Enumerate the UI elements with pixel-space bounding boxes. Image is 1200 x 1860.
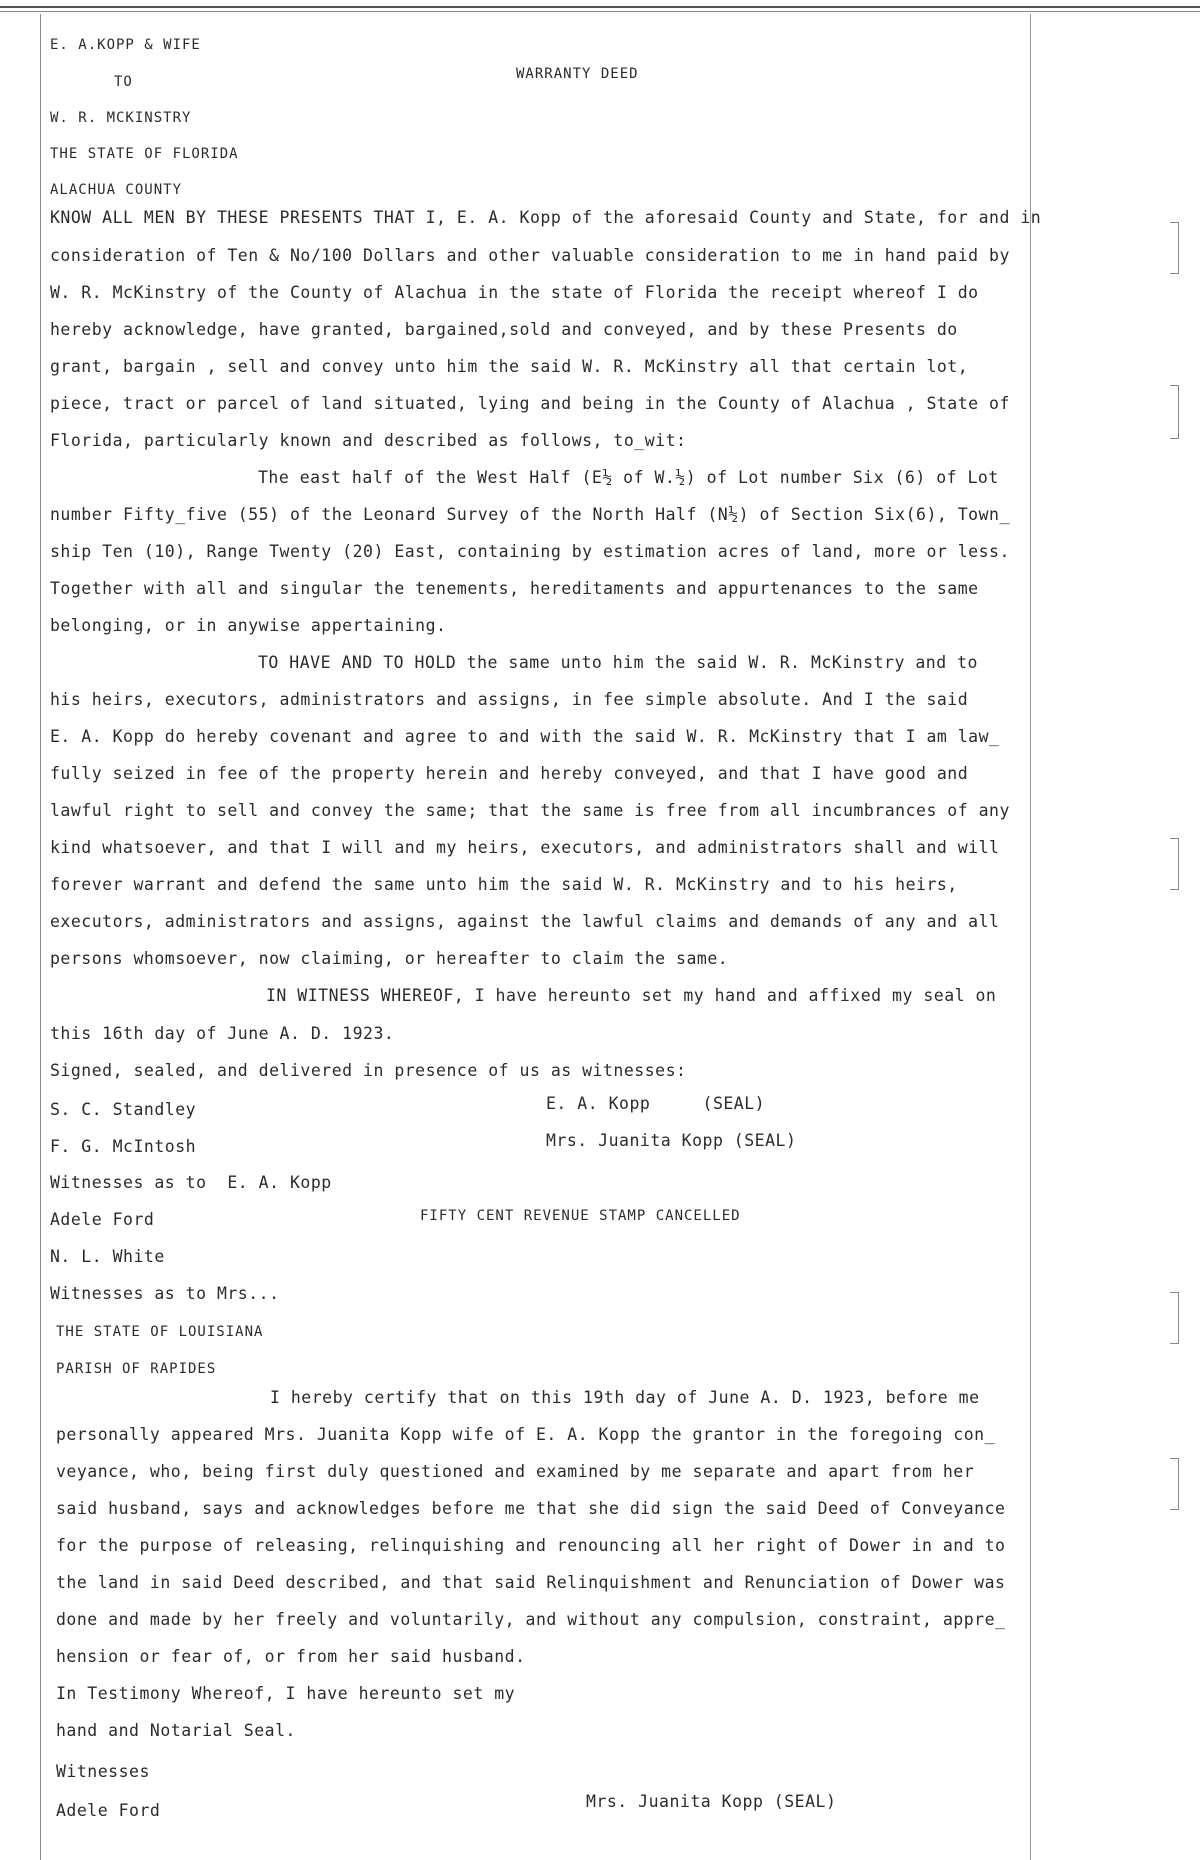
ack-line: personally appeared Mrs. Juanita Kopp wife of E. A. Kopp the grantor in the foregoing con_ [56,1425,996,1444]
body-line: this 16th day of June A. D. 1923. [50,1024,395,1043]
body-line: kind whatsoever, and that I will and my heirs, executors, and administrators shall and will [50,838,1000,857]
body-line: Together with all and singular the tenements, hereditaments and appurtenances to the same [50,579,979,598]
body-line: ship Ten (10), Range Twenty (20) East, containing by estimation acres of land, more or less. [50,542,1010,561]
body-line: his heirs, executors, administrators and assigns, in fee simple absolute. And I the said [50,690,969,709]
ack-line: veyance, who, being first duly questioned and examined by me separate and apart from her [56,1462,975,1481]
grantee-name: W. R. MCKINSTRY [50,110,192,126]
body-line: E. A. Kopp do hereby covenant and agree to and with the said W. R. McKinstry that I am law_ [50,727,1000,746]
top-border-thin [0,11,1200,12]
binding-hole-mark [1170,385,1179,439]
revenue-stamp-note: FIFTY CENT REVENUE STAMP CANCELLED [420,1208,741,1224]
grantor-signature: E. A. Kopp (SEAL) [546,1094,766,1113]
body-line: piece, tract or parcel of land situated, lying and being in the County of Alachua , State of [50,394,1010,413]
body-line: KNOW ALL MEN BY THESE PRESENTS THAT I, E. A. Kopp of the aforesaid County and State, for and in [50,208,1042,227]
binding-hole-mark [1170,1292,1179,1344]
body-line: IN WITNESS WHEREOF, I have hereunto set my hand and affixed my seal on [266,986,997,1005]
body-line: W. R. McKinstry of the County of Alachua in the state of Florida the receipt whereof I do [50,283,979,302]
state-heading: THE STATE OF FLORIDA [50,146,239,162]
ack-line: the land in said Deed described, and that said Relinquishment and Renunciation of Dower was [56,1573,1006,1592]
body-line: persons whomsoever, now claiming, or hereafter to claim the same. [50,949,729,968]
binding-hole-mark [1170,222,1179,274]
binding-hole-mark [1170,1458,1179,1510]
ack-state-heading: THE STATE OF LOUISIANA [56,1324,264,1340]
witness-name: Adele Ford [50,1210,155,1229]
witness-name: F. G. McIntosh [50,1137,197,1156]
body-line: lawful right to sell and convey the same; that the same is free from all incumbrances of any [50,801,1010,820]
body-line: consideration of Ten & No/100 Dollars and other valuable consideration to me in hand paid by [50,246,1010,265]
body-line: executors, administrators and assigns, against the lawful claims and demands of any and all [50,912,1000,931]
binding-hole-mark [1170,838,1179,890]
right-margin-line [1030,14,1031,1860]
body-line: The east half of the West Half (E½ of W.½) of Lot number Six (6) of Lot [258,468,999,487]
body-line: hereby acknowledge, have granted, bargained,sold and conveyed, and by these Presents do [50,320,958,339]
top-border [0,6,1200,8]
body-line: forever warrant and defend the same unto him the said W. R. McKinstry and to his heirs, [50,875,958,894]
body-line: belonging, or in anywise appertaining. [50,616,447,635]
grantor-signature: Mrs. Juanita Kopp (SEAL) [546,1131,797,1150]
body-line: number Fifty_five (55) of the Leonard Survey of the North Half (N½) of Section Six(6), Town_ [50,505,1010,524]
ack-parish-heading: PARISH OF RAPIDES [56,1361,217,1377]
body-line: Florida, particularly known and described as follows, to_wit: [50,431,687,450]
ack-line: hand and Notarial Seal. [56,1721,296,1740]
to-label: TO [114,74,133,90]
ack-line: hension or fear of, or from her said husband. [56,1647,526,1666]
ack-line: Adele Ford [56,1801,161,1820]
left-margin-line [40,14,41,1860]
grantor-name: E. A.KOPP & WIFE [50,37,201,53]
witness-name: S. C. Standley [50,1100,197,1119]
ack-line: In Testimony Whereof, I have hereunto set my [56,1684,516,1703]
witness-name: N. L. White [50,1247,165,1266]
body-line: TO HAVE AND TO HOLD the same unto him the said W. R. McKinstry and to [258,653,978,672]
witnesses-as-to: Witnesses as to Mrs... [50,1284,280,1303]
ack-signature: Mrs. Juanita Kopp (SEAL) [586,1792,837,1811]
ack-line: I hereby certify that on this 19th day of June A. D. 1923, before me [270,1388,980,1407]
ack-line: done and made by her freely and voluntarily, and without any compulsion, constraint, appre_ [56,1610,1006,1629]
body-line: fully seized in fee of the property herein and hereby conveyed, and that I have good and [50,764,969,783]
county-heading: ALACHUA COUNTY [50,182,183,198]
body-line: grant, bargain , sell and convey unto him the said W. R. McKinstry all that certain lot, [50,357,969,376]
witnesses-as-to: Witnesses as to E. A. Kopp [50,1173,332,1192]
body-line: Signed, sealed, and delivered in presence of us as witnesses: [50,1061,687,1080]
ack-line: for the purpose of releasing, relinquishing and renouncing all her right of Dower in and to [56,1536,1006,1555]
ack-line: Witnesses [56,1762,150,1781]
document-title: WARRANTY DEED [516,66,639,82]
ack-line: said husband, says and acknowledges before me that she did sign the said Deed of Conveyance [56,1499,1006,1518]
